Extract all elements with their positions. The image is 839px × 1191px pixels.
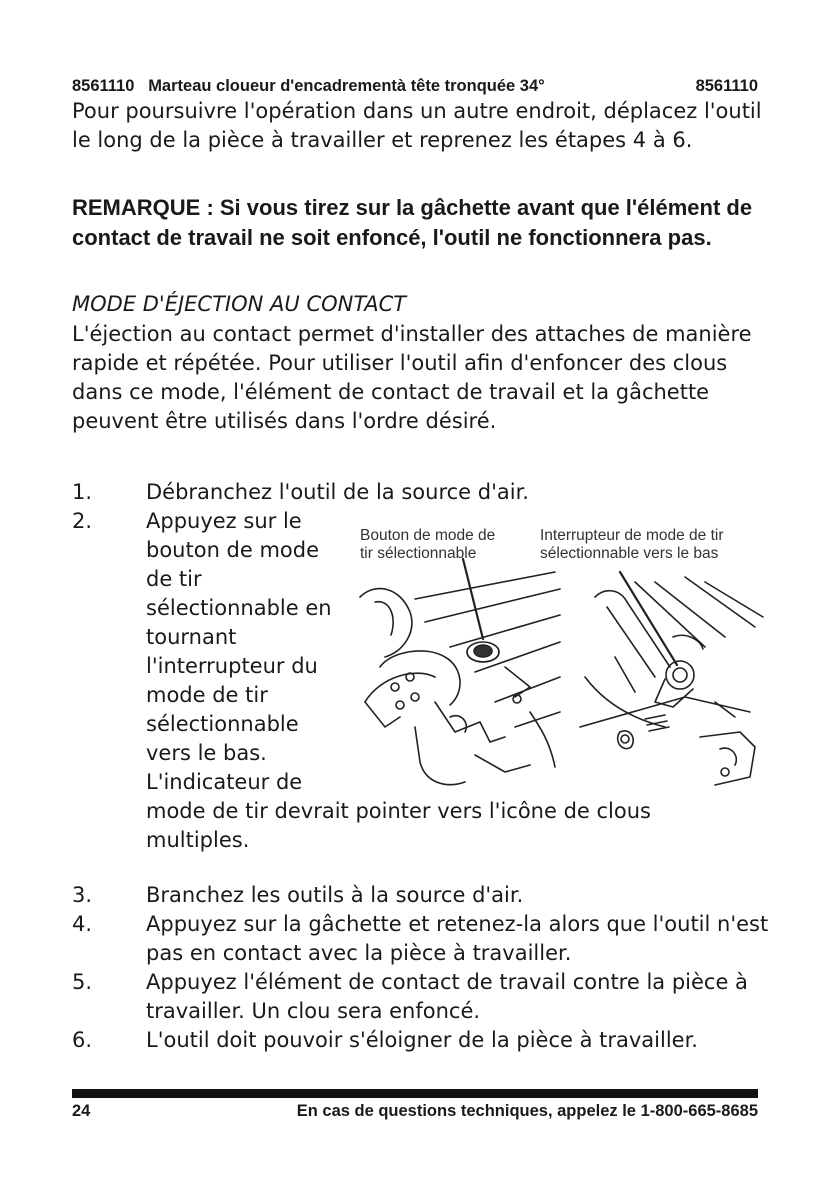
page-header (72, 77, 758, 99)
step-number: 1. (72, 480, 93, 504)
selector-switch-figure (355, 527, 765, 795)
step-text: Branchez les outils à la source d'air. (146, 883, 524, 907)
caption-left-line-1: Bouton de mode de (360, 527, 496, 544)
footer-rule (72, 1089, 758, 1098)
step-text: Appuyez sur la gâchette et retenez-la alors que l'outil n'est pas en contact avec la pièce à travailler. (146, 912, 769, 965)
step-number: 6. (72, 1028, 93, 1052)
step-number: 2. (72, 509, 93, 533)
section-paragraph: L'éjection au contact permet d'installer des attaches de manière rapide et répétée. Pour utiliser l'outil afin d'enfoncer des clous dans ce mode, l'élément de contact de travail et la gâchette peuvent être utilisés dans l'ordre désiré. (72, 322, 752, 433)
header-model-left: 8561110 (72, 77, 135, 95)
right-panel-drawing (580, 567, 765, 785)
intro-paragraph: Pour poursuivre l'opération dans un autre endroit, déplacez l'outil le long de la pièce à travailler et reprenez les étapes 4 à 6. (72, 99, 762, 152)
note-remark: REMARQUE : Si vous tirez sur la gâchette avant que l'élément de contact de travail ne soit enfoncé, l'outil ne fonctionnera pas. (72, 195, 753, 250)
caption-left-line-2: tir sélectionnable (360, 545, 477, 562)
step-text: L'outil doit pouvoir s'éloigner de la pièce à travailler. (146, 1028, 698, 1052)
step-number: 3. (72, 883, 93, 907)
step-3 (72, 881, 772, 910)
header-model-right: 8561110 (695, 77, 758, 95)
step-text: Débranchez l'outil de la source d'air. (146, 480, 529, 504)
header-product-title: Marteau cloueur d'encadrementà tête tronquée 34° (148, 77, 545, 95)
step-text: Appuyez l'élément de contact de travail contre la pièce à travailler. Un clou sera enfoncé. (146, 970, 748, 1023)
step-text-continued: mode de tir devrait pointer vers l'icône de clous multiples. (146, 799, 651, 852)
step-text-beside-figure: Appuyez sur le bouton de mode de tir sélectionnable en tournant l'interrupteur du mode de tir sélectionnable vers le bas. L'indicateur de (146, 509, 332, 794)
left-panel-drawing (360, 559, 560, 785)
tool-illustration (355, 527, 765, 795)
step-6 (72, 1026, 772, 1055)
step-number: 4. (72, 912, 93, 936)
section-heading: MODE D'ÉJECTION AU CONTACT (72, 292, 407, 316)
step-5 (72, 968, 772, 1026)
caption-right-line-2: sélectionnable vers le bas (540, 545, 719, 562)
caption-right (540, 527, 724, 563)
step-4 (72, 910, 772, 968)
caption-right-line-1: Interrupteur de mode de tir (540, 527, 724, 544)
step-number: 5. (72, 970, 93, 994)
page-number: 24 (72, 1102, 91, 1120)
header-title (72, 77, 545, 96)
footer-support-text: En cas de questions techniques, appelez le 1-800-665-8685 (296, 1102, 758, 1120)
caption-left (360, 527, 495, 563)
step-1 (72, 478, 772, 507)
page-footer (72, 1102, 758, 1124)
